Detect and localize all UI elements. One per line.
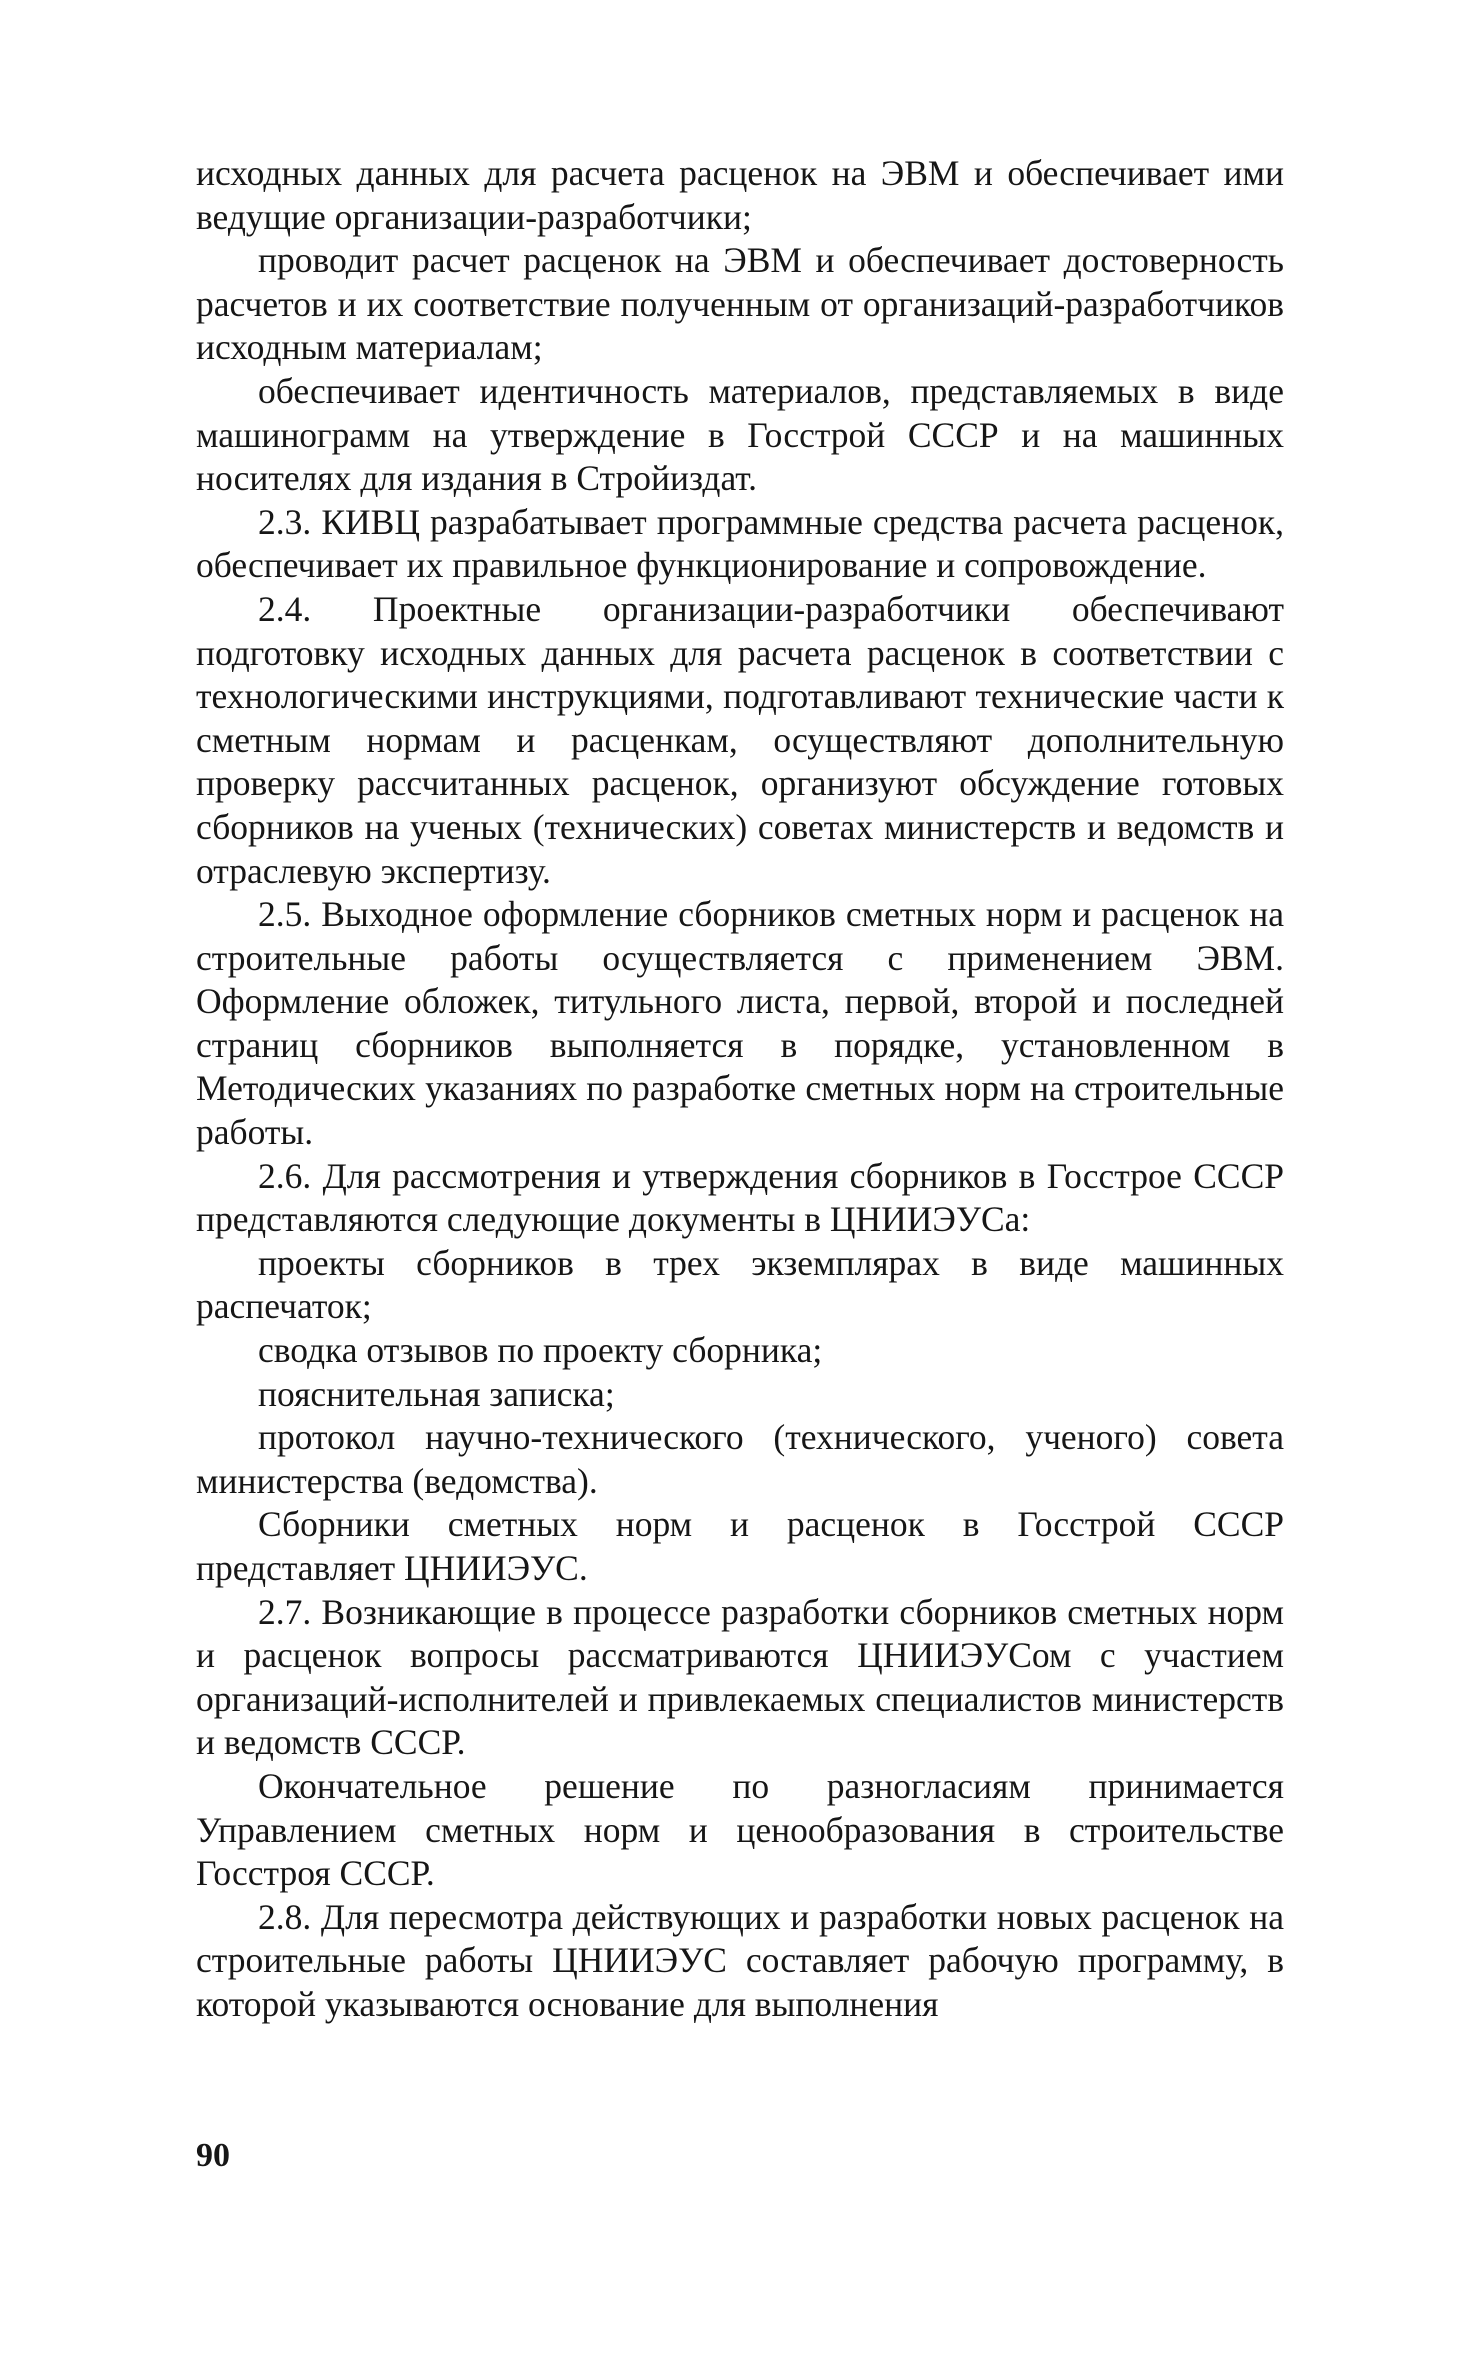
page-body: [196, 152, 1284, 2027]
paragraph: 2.8. Для пересмотра действующих и разработки новых расценок на строительные работы ЦНИИЭУС составляет рабочую программу, в которой указываются основание для выполнения: [196, 1896, 1284, 2024]
list-item: проекты сборников в трех экземплярах в виде машинных распечаток;: [196, 1242, 1284, 1327]
paragraph: Сборники сметных норм и расценок в Госстрой СССР представляет ЦНИИЭУС.: [196, 1504, 1284, 1588]
paragraph: проводит расчет расценок на ЭВМ и обеспечивает достоверность расчетов и их соответствие полученным от организаций-разработчиков исходным материалам;: [196, 240, 1284, 368]
paragraph: 2.3. КИВЦ разрабатывает программные средства расчета расценок, обеспечивает их правильное функционирование и сопровождение.: [196, 501, 1284, 586]
page-number: 90: [196, 2137, 230, 2174]
paragraph: 2.5. Выходное оформление сборников сметных норм и расценок на строительные работы осуществляется с применением ЭВМ. Оформление обложек, титульного листа, первой, второй и последней страниц сборников выполняется в порядке, установленном в Методических указаниях по разработке сметных норм на строительные работы.: [196, 894, 1284, 1153]
paragraph: Окончательное решение по разногласиям принимается Управлением сметных норм и ценообразования в строительстве Госстроя СССР.: [196, 1765, 1284, 1894]
paragraph: 2.7. Возникающие в процессе разработки сборников сметных норм и расценок вопросы рассматриваются ЦНИИЭУСом с участием организаций-исполнителей и привлекаемых специалистов министерств и ведомств СССР.: [196, 1591, 1284, 1763]
list-item: пояснительная записка;: [258, 1373, 615, 1414]
paragraph: 2.4. Проектные организации-разработчики обеспечивают подготовку исходных данных для расчета расценок в соответствии с технологическими инструкциями, подготавливают технические части к сметным нормам и расценкам, осуществляют дополнительную проверку рассчитанных расценок, организуют обсуждение готовых сборников на ученых (технических) советах министерств и ведомств и отраслевую экспертизу.: [196, 588, 1284, 891]
paragraph: обеспечивает идентичность материалов, представляемых в виде машинограмм на утверждение в Госстрой СССР и на машинных носителях для издания в Стройиздат.: [196, 370, 1284, 499]
list-item: сводка отзывов по проекту сборника;: [258, 1330, 823, 1371]
list-item: протокол научно-технического (технического, ученого) совета министерства (ведомства).: [196, 1417, 1284, 1501]
paragraph: исходных данных для расчета расценок на ЭВМ и обеспечивает ими ведущие организации-разработчики;: [196, 153, 1284, 237]
paragraph: 2.6. Для рассмотрения и утверждения сборников в Госстрое СССР представляются следующие документы в ЦНИИЭУСа:: [196, 1155, 1284, 1240]
